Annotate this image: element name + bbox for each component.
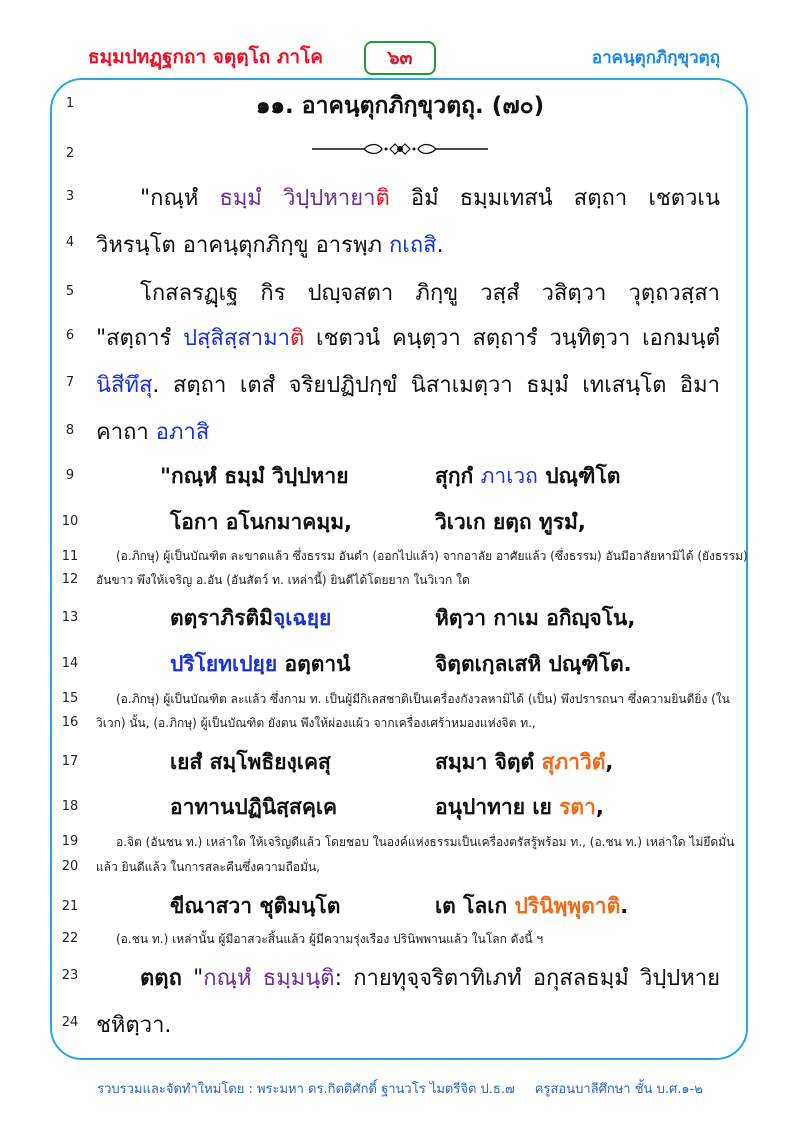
- prose-line: "สตฺถารํ ปสฺสิสฺสามาติ เชตวนํ คนฺตฺวา สตฺถารํ วนฺทิตฺวา เอกมนฺตํ: [96, 326, 720, 351]
- verse-line-right: เต โลเก ปรินิพฺพุตาติ.: [435, 894, 629, 918]
- content-frame: [50, 78, 748, 1060]
- verse-line-left: ปริโยทเปยฺย อตฺตานํ: [170, 652, 351, 676]
- translation-note: (อ.ภิกษุ) ผู้เป็นบัณฑิต ละแล้ว ซึ่งกาม ท. เป็นผู้มีกิเลสชาติเป็นเครื่องกังวลหามิได้ (เป็น) พึงปรารถนา ซึ่งความยินดียิ่ง (ใน: [116, 692, 730, 706]
- line-number: 1: [65, 96, 75, 111]
- verse-line-right: อนุปาทาย เย รตา,: [435, 795, 604, 819]
- footer-compiler: รวบรวมและจัดทำใหม่โดย : พระมหา ดร.กิตติศักดิ์ ฐานวโร ไมตรีจิต ป.ธ.๗: [97, 1082, 515, 1097]
- verse-line-right: หิตฺวา กาเม อกิญฺจโน,: [435, 606, 636, 630]
- line-number: 4: [65, 235, 75, 250]
- translation-note: วิเวก) นั้น, (อ.ภิกษุ) ผู้เป็นบัณฑิต ยังตน พึงให้ผ่องแผ้ว จากเครื่องเศร้าหมองแห่งจิต ท.,: [96, 716, 536, 730]
- line-number: 10: [61, 514, 79, 529]
- verse-line-left: "กณฺหํ ธมฺมํ วิปฺปหาย: [160, 464, 349, 488]
- header-book-title: ธมฺมปทฏฺฐกถา จตุตฺโถ ภาโค: [88, 46, 324, 68]
- ornament-divider-icon: [312, 142, 488, 156]
- verse-line-left: เยสํ สมฺโพธิยงฺเคสุ: [170, 750, 331, 774]
- line-number: 20: [61, 859, 79, 874]
- line-number: 3: [65, 189, 75, 204]
- line-number: 5: [65, 284, 75, 299]
- line-number: 24: [61, 1015, 79, 1030]
- page-footer: [0, 1078, 800, 1099]
- footer-teacher: ครูสอนบาลีศึกษา ชั้น บ.ศ.๑-๒: [534, 1082, 703, 1097]
- line-number: 15: [61, 691, 79, 706]
- verse-line-right: สุกฺกํ ภาเวถ ปณฺฑิโต: [435, 464, 621, 488]
- verse-line-left: ขีณาสวา ชุติมนฺโต: [170, 894, 341, 918]
- translation-note: (อ.ชน ท.) เหล่านั้น ผู้มีอาสวะสิ้นแล้ว ผู้มีความรุ่งเรือง ปรินิพพานแล้ว ในโลก ดังนี้ ฯ: [116, 932, 544, 946]
- line-number: 12: [61, 572, 79, 587]
- story-heading: ๑๑. อาคนฺตุกภิกฺขุวตฺถุ. (๗๐): [255, 93, 545, 119]
- line-number: 23: [61, 968, 79, 983]
- prose-line: "กณฺหํ ธมฺมํ วิปฺปหายาติ อิมํ ธมฺมเทสนํ สตฺถา เชตวเน: [140, 186, 720, 211]
- prose-line: โกสลรฏฺเฐ กิร ปญฺจสตา ภิกฺขู วสฺสํ วสิตฺวา วุตฺถวสฺสา: [140, 281, 720, 306]
- prose-line: วิหรนฺโต อาคนฺตุกภิกฺขู อารพฺภ กเถสิ.: [96, 233, 444, 258]
- verse-line-left: โอกา อโนกมาคมฺม,: [170, 510, 353, 534]
- verse-line-right: สมฺมา จิตฺตํ สุภาวิตํ,: [435, 750, 614, 774]
- translation-note: อันขาว พึงให้เจริญ อ.อัน (อันสัตว์ ท. เหล่านี้) ยินดีได้โดยยาก ในวิเวก ใด: [96, 573, 470, 587]
- header-story-title: อาคนฺตุกภิกฺขุวตฺถุ: [591, 48, 720, 68]
- verse-line-left: อาทานปฏินิสฺสคฺเค: [170, 795, 338, 819]
- line-number: 14: [61, 656, 79, 671]
- translation-note: แล้ว ยินดีแล้ว ในการสละคืนซึ่งความถือมั่น,: [96, 860, 320, 874]
- line-number: 17: [61, 754, 79, 769]
- line-number: 22: [61, 931, 79, 946]
- line-number: 2: [65, 146, 75, 161]
- translation-note: (อ.ภิกษุ) ผู้เป็นบัณฑิต ละขาดแล้ว ซึ่งธรรม อันดำ (ออกไปแล้ว) จากอาลัย อาศัยแล้ว (ซึ่งธรรม) อันมีอาลัยหามิได้ (ยังธรรม): [116, 549, 748, 563]
- line-number: 13: [61, 610, 79, 625]
- prose-line: นิสีทึสุ. สตฺถา เตสํ จริยปฏิปกฺขํ นิสาเมตฺวา ธมฺมํ เทเสนฺโต อิมา: [96, 373, 720, 398]
- page-number-badge: ๖๓: [364, 41, 436, 75]
- prose-line: ตตฺถ "กณฺหํ ธมฺมนฺติ: กายทุจฺจริตาทิเภทํ อกุสลธมฺมํ วิปฺปหาย: [140, 966, 721, 991]
- line-number: 18: [61, 799, 79, 814]
- line-number: 9: [65, 468, 75, 483]
- line-number: 19: [61, 834, 79, 849]
- line-number: 16: [61, 715, 79, 730]
- translation-note: อ.จิต (อันชน ท.) เหล่าใด ให้เจริญดีแล้ว โดยชอบ ในองค์แห่งธรรมเป็นเครื่องตรัสรู้พร้อม ท., (อ.ชน ท.) เหล่าใด ไม่ยึดมั่น: [116, 835, 735, 849]
- line-number: 21: [61, 899, 79, 914]
- verse-line-right: จิตฺตเกฺลเสหิ ปณฺฑิโต.: [435, 652, 632, 676]
- line-number: 7: [65, 375, 75, 390]
- line-number: 6: [65, 328, 75, 343]
- line-number: 11: [61, 549, 79, 564]
- verse-line-left: ตตฺราภิรติมิจฺเฉยฺย: [170, 606, 332, 630]
- prose-line: คาถา อภาสิ: [96, 420, 210, 445]
- verse-line-right: วิเวเก ยตฺถ ทูรมํ,: [435, 510, 586, 534]
- line-number: 8: [65, 423, 75, 438]
- prose-line: ชหิตฺวา.: [96, 1013, 172, 1038]
